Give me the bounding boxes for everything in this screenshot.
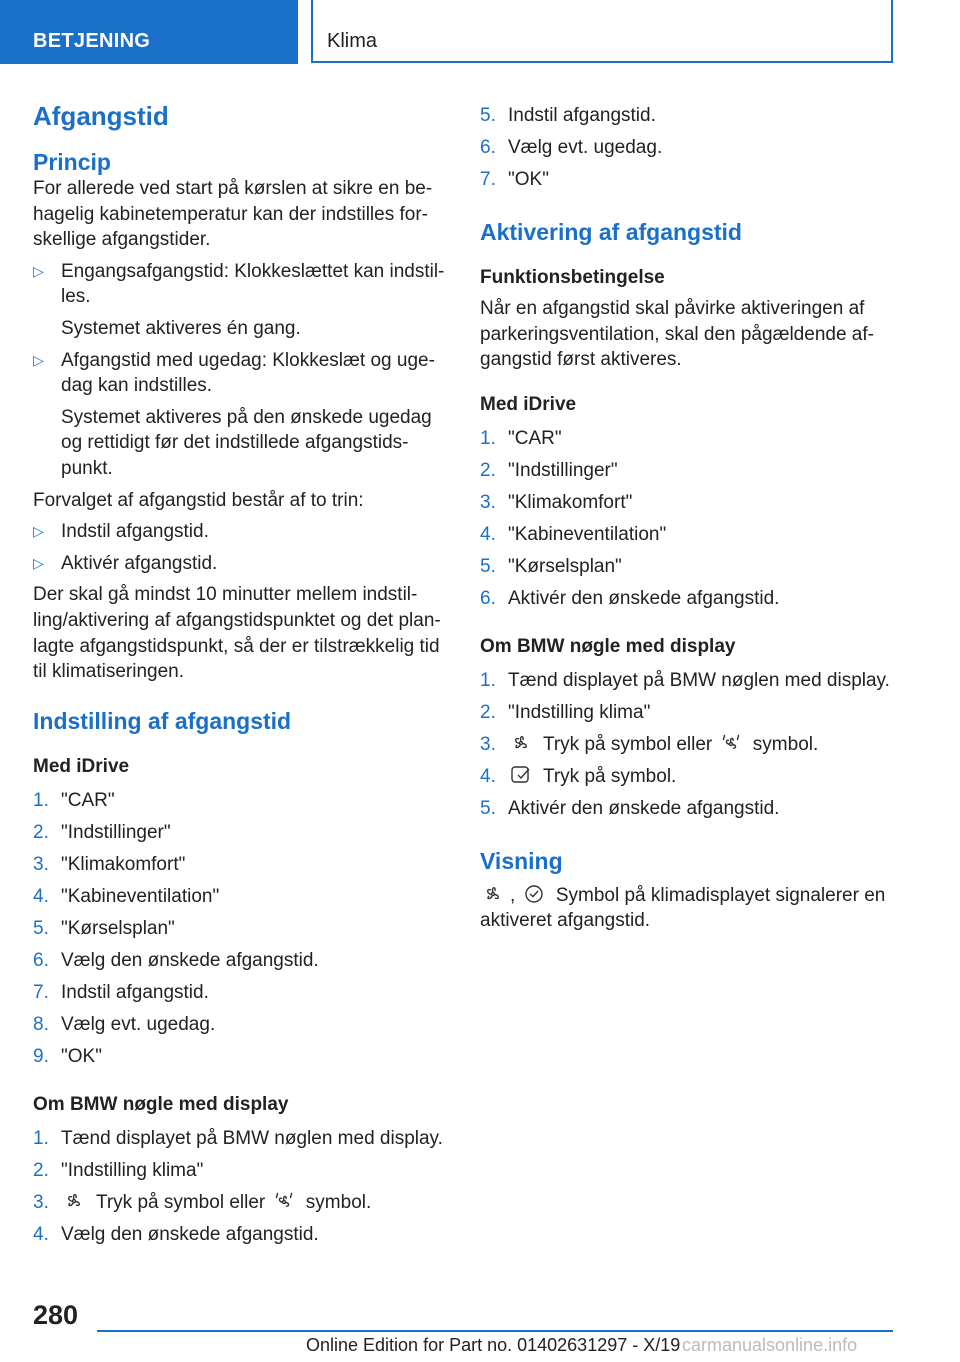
heading-aktivering: Aktivering af afgangstid	[480, 219, 742, 245]
heading-afgangstid: Afgangstid	[33, 101, 169, 131]
intro-text: For allerede ved start på kørslen at sikre en be-hagelig kabinetemperatur kan der indstilles for-skellige afgangstider.	[33, 178, 433, 251]
list-item: 2. "Indstillinger"	[33, 821, 171, 843]
list-item: 1. Tænd displayet på BMW nøglen med display.	[480, 669, 890, 691]
idrive-steps-continued	[480, 100, 900, 196]
list-item: 7. "OK"	[480, 169, 549, 190]
funktion-text: Når en afgangstid skal påvirke aktiveringen af parkeringsventilation, skal den pågældende af-gangstid først aktiveres.	[480, 298, 874, 371]
list-item: 2. "Indstillinger"	[480, 459, 618, 481]
list-item: 6. Aktivér den ønskede afgangstid.	[480, 587, 780, 609]
heading-indstilling: Indstilling af afgangstid	[33, 707, 292, 734]
forvalget-text: Forvalget af afgangstid består af to trin:	[33, 489, 364, 511]
list-item: 1. "CAR"	[33, 789, 115, 811]
clock-icon	[523, 884, 545, 904]
heading-funktionsbetingelse: Funktionsbetingelse	[480, 267, 665, 288]
chapter-tab	[311, 0, 893, 63]
list-item: 3. Tryk på symbol eller symbol.	[480, 733, 819, 755]
triangle-bullet-icon: ▷	[33, 523, 44, 540]
key-steps-list	[480, 665, 900, 825]
list-item: 2. "Indstilling klima"	[480, 701, 651, 723]
list-item: 5. "Kørselsplan"	[480, 555, 622, 577]
fan-heat-icon	[273, 1191, 295, 1211]
list-item: 4. Vælg den ønskede afgangstid.	[33, 1223, 319, 1245]
left-column	[33, 100, 453, 1251]
triangle-bullet-icon: ▷	[33, 351, 44, 368]
footer-divider	[97, 1330, 893, 1332]
list-item: 4. "Kabineventilation"	[33, 885, 220, 907]
fan-icon	[510, 733, 532, 753]
heading-om-bmw-key: Om BMW nøgle med display	[480, 635, 736, 657]
heading-med-idrive: Med iDrive	[480, 393, 577, 415]
fan-heat-icon	[720, 733, 742, 753]
list-item: 4. "Kabineventilation"	[480, 523, 667, 545]
heading-om-bmw-key: Om BMW nøgle med display	[33, 1093, 289, 1115]
heading-med-idrive: Med iDrive	[33, 755, 130, 777]
bullet-indstil: ▷ Indstil afgangstid.	[33, 519, 453, 545]
list-item: 8. Vælg evt. ugedag.	[33, 1013, 216, 1035]
list-item: 5. Indstil afgangstid.	[480, 105, 656, 126]
list-item: 7. Indstil afgangstid.	[33, 981, 209, 1003]
list-item: 6. Vælg den ønskede afgangstid.	[33, 949, 319, 971]
fan-icon	[63, 1191, 85, 1211]
heading-visning: Visning	[480, 847, 563, 874]
list-item: 5. Aktivér den ønskede afgangstid.	[480, 797, 780, 819]
visning-text: , Symbol på klimadisplayet signalerer en aktiveret afgangstid.	[480, 884, 886, 932]
list-item: 4. Tryk på symbol.	[480, 765, 677, 787]
list-item: 2. "Indstilling klima"	[33, 1159, 204, 1181]
bullet-aktiver: ▷ Aktivér afgangstid.	[33, 551, 453, 577]
pause-text: Der skal gå mindst 10 minutter mellem indstil-ling/aktivering af afgangstidspunktet og det plan-lagte afgangstidspunkt, så der er tilstrækkelig tid til klimatiseringen.	[33, 584, 441, 683]
idrive-steps-list	[480, 423, 900, 615]
list-item: 9. "OK"	[33, 1045, 102, 1067]
list-item: 1. Tænd displayet på BMW nøglen med display.	[33, 1127, 443, 1149]
list-item: 3. "Klimakomfort"	[33, 853, 186, 875]
chapter-title: Klima	[327, 30, 378, 52]
idrive-steps-list	[33, 785, 453, 1073]
triangle-bullet-icon: ▷	[33, 554, 44, 571]
fan-icon	[482, 884, 504, 904]
list-item: 3. Tryk på symbol eller symbol.	[33, 1191, 372, 1213]
page-number: 280	[33, 1300, 79, 1330]
watermark: carmanualsonline.info	[682, 1335, 858, 1355]
edition-text: Online Edition for Part no. 01402631297 - X/19	[306, 1335, 681, 1355]
list-item: 5. "Kørselsplan"	[33, 917, 175, 939]
list-item: 1. "CAR"	[480, 427, 562, 449]
section-title: BETJENING	[33, 30, 151, 52]
right-column	[480, 100, 900, 940]
heading-princip: Princip	[33, 149, 111, 175]
clock-check-icon	[510, 765, 532, 785]
triangle-bullet-icon: ▷	[33, 262, 44, 279]
bullet-ugedag: ▷ Afgangstid med ugedag: Klokkeslæt og uge-dag kan indstilles. Systemet aktiveres på den ønskede ugedag og rettidigt før det indstillede afgangstids-punkt.	[33, 349, 435, 479]
section-tab	[0, 0, 298, 64]
bullet-engangs: ▷ Engangsafgangstid: Klokkeslættet kan indstil-les. Systemet aktiveres én gang.	[33, 260, 445, 339]
list-item: 6. Vælg evt. ugedag.	[480, 137, 663, 158]
key-steps-list	[33, 1123, 453, 1251]
list-item: 3. "Klimakomfort"	[480, 491, 633, 513]
